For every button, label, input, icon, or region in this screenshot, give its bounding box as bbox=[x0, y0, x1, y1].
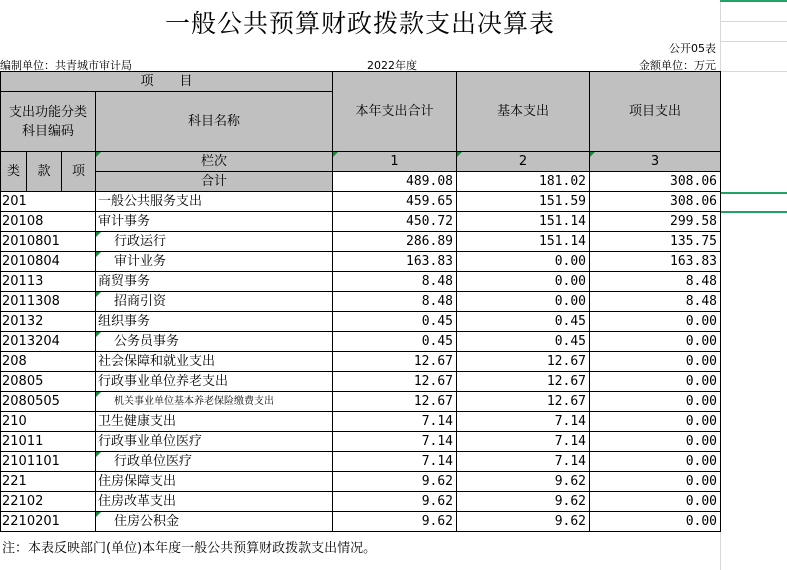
row-total[interactable] bbox=[333, 432, 457, 452]
header-lanci-label: 栏次 bbox=[200, 154, 227, 169]
row-basic[interactable] bbox=[457, 232, 590, 252]
table-row bbox=[1, 432, 721, 452]
row-total[interactable] bbox=[333, 252, 457, 272]
row-project[interactable] bbox=[590, 332, 721, 352]
row-project-text: 0.00 bbox=[685, 394, 717, 409]
row-code-text: 20113 bbox=[2, 274, 44, 289]
row-total-text: 7.14 bbox=[421, 454, 453, 469]
row-subject-name[interactable] bbox=[96, 272, 333, 292]
row-code-text: 208 bbox=[2, 354, 27, 369]
row-total[interactable] bbox=[333, 292, 457, 312]
row-project[interactable] bbox=[590, 472, 721, 492]
row-subject-name-text: 社会保障和就业支出 bbox=[98, 354, 216, 369]
sheet-gridline bbox=[720, 41, 787, 42]
row-project[interactable] bbox=[590, 512, 721, 532]
comment-marker-icon bbox=[96, 512, 101, 517]
row-project[interactable] bbox=[590, 232, 721, 252]
row-basic-text: 0.00 bbox=[554, 274, 586, 289]
selected-cell-indicator bbox=[720, 211, 787, 213]
table-row bbox=[1, 232, 721, 252]
row-total-text: 163.83 bbox=[406, 254, 453, 269]
row-total-text: 9.62 bbox=[421, 514, 453, 529]
row-code[interactable] bbox=[1, 412, 96, 432]
budget-table bbox=[0, 71, 721, 532]
row-subject-name[interactable] bbox=[96, 492, 333, 512]
row-subject-name-text: 机关事业单位基本养老保险缴费支出 bbox=[114, 396, 274, 407]
table-row bbox=[1, 332, 721, 352]
row-code[interactable] bbox=[1, 452, 96, 472]
row-code[interactable] bbox=[1, 492, 96, 512]
row-project-text: 0.00 bbox=[685, 414, 717, 429]
comment-marker-icon bbox=[96, 152, 101, 157]
row-project-text: 0.00 bbox=[685, 314, 717, 329]
table-row bbox=[1, 492, 721, 512]
row-total[interactable] bbox=[333, 352, 457, 372]
row-code-text: 2080505 bbox=[2, 394, 60, 409]
row-subject-name-text: 招商引资 bbox=[114, 294, 167, 309]
row-basic[interactable] bbox=[457, 432, 590, 452]
form-number: 公开05表 bbox=[669, 42, 716, 55]
row-project[interactable] bbox=[590, 492, 721, 512]
row-subject-name[interactable] bbox=[96, 212, 333, 232]
row-project-text: 135.75 bbox=[670, 234, 717, 249]
table-row bbox=[1, 472, 721, 492]
row-code[interactable] bbox=[1, 212, 96, 232]
row-subject-name[interactable] bbox=[96, 232, 333, 252]
row-total[interactable] bbox=[333, 192, 457, 212]
sum-label: 合计 bbox=[96, 172, 333, 192]
sum-total[interactable]: 489.08 bbox=[333, 172, 457, 192]
column-number-3 bbox=[590, 152, 721, 172]
row-project[interactable] bbox=[590, 432, 721, 452]
row-subject-name-text: 行政事业单位医疗 bbox=[98, 434, 203, 449]
footnote: 注：本表反映部门(单位)本年度一般公共预算财政拨款支出情况。 bbox=[2, 541, 377, 556]
row-code[interactable] bbox=[1, 352, 96, 372]
row-subject-name-text: 组织事务 bbox=[98, 314, 151, 329]
row-total-text: 450.72 bbox=[406, 214, 453, 229]
header-project-expenditure: 项目支出 bbox=[590, 72, 721, 152]
row-project[interactable] bbox=[590, 372, 721, 392]
comment-marker-icon bbox=[96, 292, 101, 297]
table-row bbox=[1, 272, 721, 292]
row-code[interactable] bbox=[1, 292, 96, 312]
row-total-text: 9.62 bbox=[421, 494, 453, 509]
row-total-text: 286.89 bbox=[406, 234, 453, 249]
row-project-text: 0.00 bbox=[685, 374, 717, 389]
comment-marker-icon bbox=[590, 152, 595, 157]
row-subject-name-text: 商贸事务 bbox=[98, 274, 151, 289]
row-subject-name[interactable] bbox=[96, 372, 333, 392]
row-basic[interactable] bbox=[457, 312, 590, 332]
row-project-text: 0.00 bbox=[685, 454, 717, 469]
row-project[interactable] bbox=[590, 212, 721, 232]
row-basic-text: 7.14 bbox=[554, 434, 586, 449]
row-total-text: 12.67 bbox=[413, 354, 453, 369]
row-subject-name[interactable] bbox=[96, 412, 333, 432]
row-basic-text: 7.14 bbox=[554, 454, 586, 469]
row-code-text: 2010801 bbox=[2, 234, 60, 249]
row-code-text: 2210201 bbox=[2, 514, 60, 529]
comment-marker-icon bbox=[96, 232, 101, 237]
row-project-text: 8.48 bbox=[685, 274, 717, 289]
row-subject-name[interactable] bbox=[96, 392, 333, 412]
row-total[interactable] bbox=[333, 372, 457, 392]
row-total[interactable] bbox=[333, 412, 457, 432]
column-number-2 bbox=[457, 152, 590, 172]
row-basic-text: 12.67 bbox=[546, 374, 586, 389]
row-code-text: 2013204 bbox=[2, 334, 60, 349]
row-basic-text: 151.59 bbox=[539, 194, 586, 209]
row-code[interactable] bbox=[1, 432, 96, 452]
row-project-text: 8.48 bbox=[685, 294, 717, 309]
row-project-text: 0.00 bbox=[685, 474, 717, 489]
row-code-text: 201 bbox=[2, 194, 27, 209]
column-number-2-label: 2 bbox=[518, 154, 528, 169]
sheet-gridline bbox=[720, 21, 787, 22]
reporting-unit: 编制单位：共青城市审计局 bbox=[0, 59, 132, 72]
column-number-3-label: 3 bbox=[650, 154, 660, 169]
row-subject-name-text: 住房公积金 bbox=[114, 514, 180, 529]
row-subject-name-text: 审计事务 bbox=[98, 214, 151, 229]
row-total[interactable] bbox=[333, 452, 457, 472]
row-total-text: 12.67 bbox=[413, 394, 453, 409]
row-basic-text: 9.62 bbox=[554, 494, 586, 509]
header-function-code: 支出功能分类 科目编码 bbox=[1, 92, 96, 152]
row-code-text: 20132 bbox=[2, 314, 44, 329]
table-row bbox=[1, 452, 721, 472]
row-subject-name-text: 行政单位医疗 bbox=[114, 454, 193, 469]
row-basic[interactable] bbox=[457, 372, 590, 392]
row-subject-name[interactable] bbox=[96, 292, 333, 312]
row-basic[interactable] bbox=[457, 272, 590, 292]
row-basic[interactable] bbox=[457, 192, 590, 212]
row-basic[interactable] bbox=[457, 412, 590, 432]
row-code[interactable] bbox=[1, 252, 96, 272]
row-total-text: 0.45 bbox=[421, 334, 453, 349]
row-code[interactable] bbox=[1, 392, 96, 412]
row-code[interactable] bbox=[1, 192, 96, 212]
row-subject-name-text: 公务员事务 bbox=[114, 334, 180, 349]
amount-unit: 金额单位：万元 bbox=[639, 59, 716, 72]
row-total[interactable] bbox=[333, 392, 457, 412]
row-total-text: 9.62 bbox=[421, 474, 453, 489]
header-project: 项 目 bbox=[1, 72, 333, 92]
table-row bbox=[1, 352, 721, 372]
table-row bbox=[1, 372, 721, 392]
row-code[interactable] bbox=[1, 272, 96, 292]
row-basic-text: 9.62 bbox=[554, 514, 586, 529]
row-basic-text: 7.14 bbox=[554, 414, 586, 429]
row-basic[interactable] bbox=[457, 472, 590, 492]
row-basic-text: 0.45 bbox=[554, 314, 586, 329]
row-code[interactable] bbox=[1, 232, 96, 252]
table-row bbox=[1, 512, 721, 532]
comment-marker-icon bbox=[96, 252, 101, 257]
row-project[interactable] bbox=[590, 292, 721, 312]
row-code-text: 20108 bbox=[2, 214, 44, 229]
row-subject-name[interactable] bbox=[96, 512, 333, 532]
row-subject-name[interactable] bbox=[96, 332, 333, 352]
row-subject-name[interactable] bbox=[96, 352, 333, 372]
row-basic-text: 0.45 bbox=[554, 334, 586, 349]
comment-marker-icon bbox=[96, 452, 101, 457]
row-project-text: 0.00 bbox=[685, 514, 717, 529]
row-code[interactable] bbox=[1, 472, 96, 492]
row-project[interactable] bbox=[590, 452, 721, 472]
row-total-text: 7.14 bbox=[421, 414, 453, 429]
sheet-gridline bbox=[720, 71, 787, 72]
row-subject-name-text: 卫生健康支出 bbox=[98, 414, 177, 429]
row-project[interactable] bbox=[590, 272, 721, 292]
row-subject-name-text: 行政事业单位养老支出 bbox=[98, 374, 229, 389]
row-code-text: 2101101 bbox=[2, 454, 60, 469]
row-total[interactable] bbox=[333, 212, 457, 232]
row-subject-name-text: 审计业务 bbox=[114, 254, 167, 269]
row-basic[interactable] bbox=[457, 392, 590, 412]
column-number-1 bbox=[333, 152, 457, 172]
row-project[interactable] bbox=[590, 252, 721, 272]
row-code-text: 21011 bbox=[2, 434, 44, 449]
row-code[interactable] bbox=[1, 332, 96, 352]
comment-marker-icon bbox=[333, 152, 338, 157]
comment-marker-icon bbox=[96, 392, 101, 397]
table-row bbox=[1, 392, 721, 412]
header-lei: 类 bbox=[1, 152, 27, 192]
row-total[interactable] bbox=[333, 332, 457, 352]
row-subject-name[interactable] bbox=[96, 432, 333, 452]
row-total[interactable] bbox=[333, 492, 457, 512]
row-project[interactable] bbox=[590, 392, 721, 412]
row-subject-name-text: 行政运行 bbox=[114, 234, 167, 249]
row-code-text: 2010804 bbox=[2, 254, 60, 269]
table-row bbox=[1, 312, 721, 332]
row-total-text: 8.48 bbox=[421, 294, 453, 309]
row-total[interactable] bbox=[333, 232, 457, 252]
row-basic[interactable] bbox=[457, 332, 590, 352]
row-project[interactable] bbox=[590, 312, 721, 332]
row-subject-name[interactable] bbox=[96, 252, 333, 272]
row-basic[interactable] bbox=[457, 352, 590, 372]
row-basic[interactable] bbox=[457, 492, 590, 512]
header-subject-name: 科目名称 bbox=[96, 92, 333, 152]
row-subject-name-text: 住房保障支出 bbox=[98, 474, 177, 489]
row-subject-name[interactable] bbox=[96, 312, 333, 332]
row-project[interactable] bbox=[590, 352, 721, 372]
table-row bbox=[1, 412, 721, 432]
row-basic[interactable] bbox=[457, 252, 590, 272]
header-xiang: 项 bbox=[62, 152, 96, 192]
row-code-text: 210 bbox=[2, 414, 27, 429]
header-lanci bbox=[96, 152, 333, 172]
table-row bbox=[1, 292, 721, 312]
row-project[interactable] bbox=[590, 412, 721, 432]
row-project-text: 0.00 bbox=[685, 334, 717, 349]
row-code-text: 22102 bbox=[2, 494, 44, 509]
selected-cell-indicator bbox=[720, 0, 787, 2]
row-project-text: 299.58 bbox=[670, 214, 717, 229]
row-total-text: 459.65 bbox=[406, 194, 453, 209]
header-kuan: 款 bbox=[27, 152, 62, 192]
row-subject-name[interactable] bbox=[96, 452, 333, 472]
row-total[interactable] bbox=[333, 512, 457, 532]
row-basic[interactable] bbox=[457, 212, 590, 232]
selected-cell-indicator bbox=[720, 192, 787, 194]
row-code-text: 221 bbox=[2, 474, 27, 489]
comment-marker-icon bbox=[96, 332, 101, 337]
row-subject-name[interactable] bbox=[96, 472, 333, 492]
row-total-text: 0.45 bbox=[421, 314, 453, 329]
row-project-text: 0.00 bbox=[685, 354, 717, 369]
row-code[interactable] bbox=[1, 312, 96, 332]
row-code-text: 2011308 bbox=[2, 294, 60, 309]
header-basic: 基本支出 bbox=[457, 72, 590, 152]
row-total[interactable] bbox=[333, 272, 457, 292]
row-basic-text: 12.67 bbox=[546, 394, 586, 409]
row-basic-text: 0.00 bbox=[554, 254, 586, 269]
row-code[interactable] bbox=[1, 512, 96, 532]
report-year: 2022年度 bbox=[367, 59, 417, 72]
table-row bbox=[1, 252, 721, 272]
row-project-text: 0.00 bbox=[685, 494, 717, 509]
table-row bbox=[1, 212, 721, 232]
row-basic-text: 9.62 bbox=[554, 474, 586, 489]
row-total-text: 7.14 bbox=[421, 434, 453, 449]
row-subject-name-text: 住房改革支出 bbox=[98, 494, 177, 509]
sum-basic[interactable]: 181.02 bbox=[457, 172, 590, 192]
row-basic-text: 151.14 bbox=[539, 214, 586, 229]
row-project[interactable] bbox=[590, 192, 721, 212]
row-subject-name[interactable] bbox=[96, 192, 333, 212]
row-project-text: 308.06 bbox=[670, 194, 717, 209]
row-total-text: 12.67 bbox=[413, 374, 453, 389]
row-basic-text: 12.67 bbox=[546, 354, 586, 369]
row-project-text: 163.83 bbox=[670, 254, 717, 269]
row-code-text: 20805 bbox=[2, 374, 44, 389]
row-project-text: 0.00 bbox=[685, 434, 717, 449]
row-total[interactable] bbox=[333, 312, 457, 332]
row-basic[interactable] bbox=[457, 512, 590, 532]
row-subject-name-text: 一般公共服务支出 bbox=[98, 194, 203, 209]
header-total: 本年支出合计 bbox=[333, 72, 457, 152]
row-basic[interactable] bbox=[457, 292, 590, 312]
column-number-1-label: 1 bbox=[390, 154, 399, 169]
sum-project[interactable]: 308.06 bbox=[590, 172, 721, 192]
row-code[interactable] bbox=[1, 372, 96, 392]
page-title: 一般公共预算财政拨款支出决算表 bbox=[164, 9, 555, 38]
row-basic[interactable] bbox=[457, 452, 590, 472]
row-basic-text: 0.00 bbox=[554, 294, 586, 309]
table-row bbox=[1, 192, 721, 212]
row-basic-text: 151.14 bbox=[539, 234, 586, 249]
comment-marker-icon bbox=[457, 152, 462, 157]
row-total[interactable] bbox=[333, 472, 457, 492]
row-total-text: 8.48 bbox=[421, 274, 453, 289]
